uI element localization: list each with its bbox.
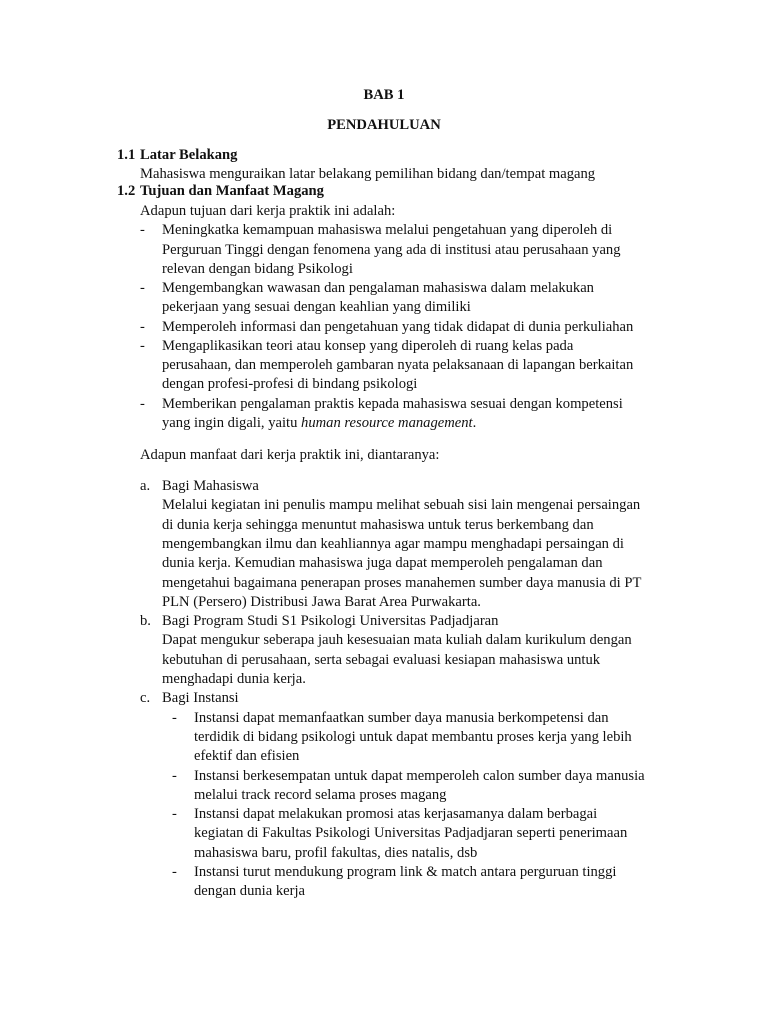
goal-line-emphasis: human resource management (301, 415, 473, 431)
benefit-line: PLN (Persero) Distribusi Jawa Barat Area Purwakarta. (162, 594, 481, 610)
benefit-title: Bagi Mahasiswa (162, 478, 259, 494)
list-bullet: - (172, 864, 177, 880)
goal-line-prefix: yang ingin digali, yaitu (162, 415, 302, 431)
list-bullet: - (140, 396, 145, 412)
section-text: Mahasiswa menguraikan latar belakang pemilihan bidang dan/tempat magang (140, 166, 596, 182)
goal-line: relevan dengan bidang Psikologi (162, 261, 353, 277)
list-bullet: - (172, 806, 177, 822)
benefit-title: Bagi Program Studi S1 Psikologi Universitas Padjadjaran (162, 613, 499, 629)
list-bullet: - (172, 710, 177, 726)
section-number: 1.1 (117, 147, 136, 163)
benefit-line: dunia kerja. Kemudian mahasiswa juga dapat memperoleh pengalaman dan (162, 555, 603, 571)
benefit-line: Instansi dapat memanfaatkan sumber daya manusia berkompetensi dan (194, 710, 609, 726)
list-marker: c. (140, 690, 151, 706)
benefit-line: mengetahui bagaimana penerapan proses manahemen sumber daya manusia di PT (162, 575, 642, 591)
chapter-number: BAB 1 (363, 87, 405, 103)
benefit-line: terdidik di bidang psikologi untuk dapat membantu proses kerja yang lebih (194, 729, 632, 745)
benefit-line: Dapat mengukur seberapa jauh kesesuaian mata kuliah dalam kurikulum dengan (162, 632, 632, 648)
goal-line (162, 414, 476, 433)
goal-line: Perguruan Tinggi dengan fenomena yang ada di institusi atau perusahaan yang (162, 242, 621, 258)
benefit-line: melalui track record selama proses magang (194, 787, 447, 803)
list-bullet: - (140, 338, 145, 354)
goal-line: Memberikan pengalaman praktis kepada mahasiswa sesuai dengan kompetensi (162, 396, 623, 412)
goal-line: Memperoleh informasi dan pengetahuan yang tidak didapat di dunia perkuliahan (162, 319, 634, 335)
goal-line: Mengaplikasikan teori atau konsep yang diperoleh di ruang kelas pada (162, 338, 574, 354)
list-bullet: - (140, 280, 145, 296)
benefit-line: efektif dan efisien (194, 748, 300, 764)
list-bullet: - (140, 222, 145, 238)
chapter-title: PENDAHULUAN (327, 117, 441, 133)
benefit-line: kebutuhan di perusahaan, serta sebagai evaluasi kesiapan mahasiswa untuk (162, 652, 601, 668)
benefit-line: Instansi turut mendukung program link & match antara perguruan tinggi (194, 864, 617, 880)
list-bullet: - (140, 319, 145, 335)
list-marker: a. (140, 478, 151, 494)
benefit-line: menghadapi dunia kerja. (162, 671, 306, 687)
goal-line: dengan profesi-profesi di bindang psikologi (162, 376, 418, 392)
benefit-line: Instansi berkesempatan untuk dapat memperoleh calon sumber daya manusia (194, 768, 645, 784)
benefit-line: mahasiswa baru, profil fakultas, dies natalis, dsb (194, 845, 478, 861)
benefit-line: mengembangkan ilmu dan keahliannya agar mampu menghadapi persaingan di (162, 536, 624, 552)
goals-intro: Adapun tujuan dari kerja praktik ini adalah: (140, 203, 396, 219)
benefit-line: kegiatan di Fakultas Psikologi Universitas Padjadjaran seperti penerimaan (194, 825, 628, 841)
benefit-line: dengan dunia kerja (194, 883, 306, 899)
section-title: Latar Belakang (140, 147, 238, 163)
benefit-line: Melalui kegiatan ini penulis mampu melihat sebuah sisi lain mengenai persaingan (162, 497, 641, 513)
benefits-intro: Adapun manfaat dari kerja praktik ini, diantaranya: (140, 447, 440, 463)
goal-line: Meningkatka kemampuan mahasiswa melalui pengetahuan yang diperoleh di (162, 222, 613, 238)
benefit-line: Instansi dapat melakukan promosi atas kerjasamanya dalam berbagai (194, 806, 598, 822)
goal-line-suffix: . (472, 415, 477, 431)
benefit-line: di dunia kerja sehingga menuntut mahasiswa untuk terus berkembang dan (162, 517, 594, 533)
goal-line: pekerjaan yang sesuai dengan keahlian yang dimiliki (162, 299, 471, 315)
section-title: Tujuan dan Manfaat Magang (140, 183, 324, 199)
benefit-title: Bagi Instansi (162, 690, 239, 706)
goal-line: perusahaan, dan memperoleh gambaran nyata pelaksanaan di lapangan berkaitan (162, 357, 634, 373)
list-marker: b. (140, 613, 151, 629)
list-bullet: - (172, 768, 177, 784)
goal-line: Mengembangkan wawasan dan pengalaman mahasiswa dalam melakukan (162, 280, 594, 296)
section-number: 1.2 (117, 183, 136, 199)
